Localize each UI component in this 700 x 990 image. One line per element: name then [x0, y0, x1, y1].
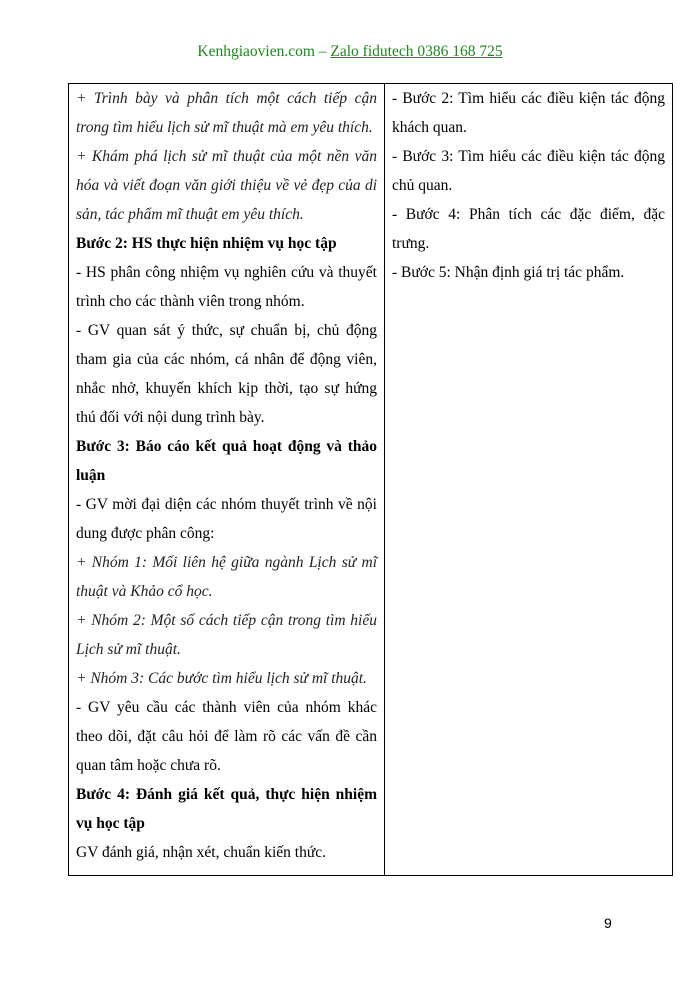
paragraph: - GV yêu cầu các thành viên của nhóm khác theo dõi, đặt câu hỏi để làm rõ các vấn đề cần quan tâm hoặc chưa rõ. [76, 699, 377, 774]
site-name[interactable]: Kenhgiaovien.com [197, 43, 315, 60]
paragraph: - GV quan sát ý thức, sự chuẩn bị, chủ động tham gia của các nhóm, cá nhân để động viên, nhắc nhở, khuyến khích kịp thời, tạo sự hứng thú đối với nội dung trình bày. [76, 322, 377, 426]
zalo-contact-link[interactable]: Zalo fidutech 0386 168 725 [330, 43, 503, 60]
step-heading: Bước 2: HS thực hiện nhiệm vụ học tập [76, 235, 337, 252]
paragraph: - Bước 5: Nhận định giá trị tác phẩm. [392, 264, 625, 281]
step-heading: Bước 4: Đánh giá kết quả, thực hiện nhiệm vụ học tập [76, 786, 377, 832]
paragraph: + Nhóm 3: Các bước tìm hiểu lịch sử mĩ thuật. [76, 670, 367, 687]
outcome-column [385, 84, 673, 876]
lesson-table [68, 83, 673, 876]
paragraph: + Trình bày và phân tích một cách tiếp cận trong tìm hiểu lịch sử mĩ thuật mà em yêu thích. [76, 90, 377, 136]
table-row [69, 84, 673, 876]
header-separator: – [314, 43, 331, 60]
paragraph: - GV mời đại diện các nhóm thuyết trình về nội dung được phân công: [76, 496, 377, 542]
paragraph: - Bước 3: Tìm hiểu các điều kiện tác động chủ quan. [392, 148, 665, 194]
paragraph: - HS phân công nhiệm vụ nghiên cứu và thuyết trình cho các thành viên trong nhóm. [76, 264, 377, 310]
activity-column [69, 84, 385, 876]
paragraph: - Bước 2: Tìm hiểu các điều kiện tác động khách quan. [392, 90, 665, 136]
paragraph: - Bước 4: Phân tích các đặc điểm, đặc trưng. [392, 206, 665, 252]
paragraph: GV đánh giá, nhận xét, chuẩn kiến thức. [76, 844, 327, 861]
page-header [0, 42, 700, 62]
paragraph: + Nhóm 2: Một số cách tiếp cận trong tìm hiểu Lịch sử mĩ thuật. [76, 612, 377, 658]
page-number: 9 [604, 915, 612, 931]
paragraph: + Nhóm 1: Mối liên hệ giữa ngành Lịch sử mĩ thuật và Khảo cổ học. [76, 554, 377, 600]
step-heading: Bước 3: Báo cáo kết quả hoạt động và thảo luận [76, 438, 377, 484]
paragraph: + Khám phá lịch sử mĩ thuật của một nền văn hóa và viết đoạn văn giới thiệu về vẻ đẹp của di sản, tác phẩm mĩ thuật em yêu thích. [76, 148, 377, 223]
